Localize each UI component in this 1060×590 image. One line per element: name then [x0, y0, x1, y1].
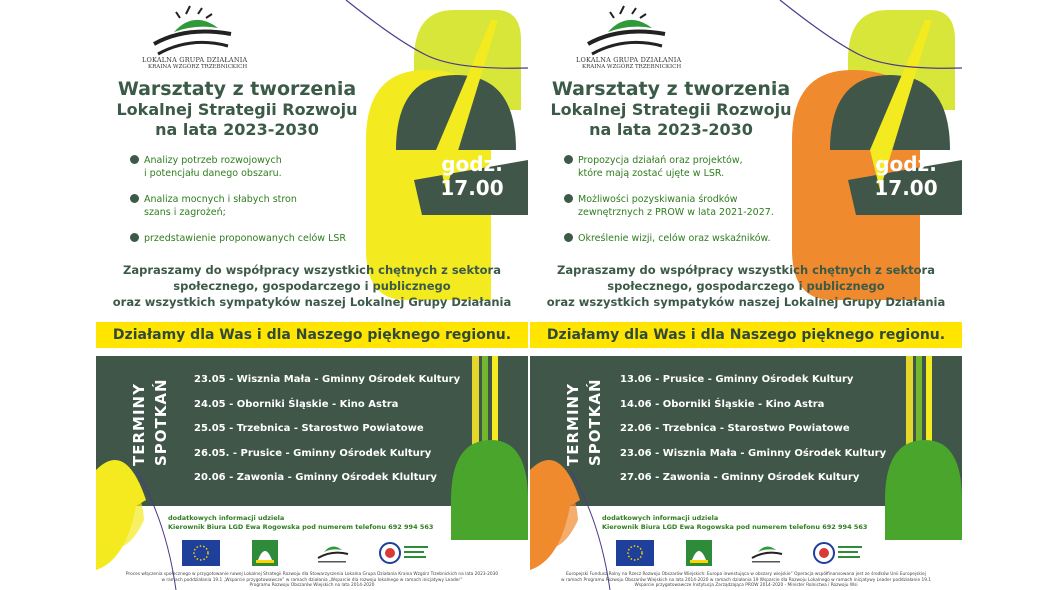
bullet-item: Określenie wizji, celów oraz wskaźników. [564, 232, 824, 245]
meeting-list [194, 372, 460, 495]
bullet-dot-icon [130, 155, 139, 164]
poster-title [102, 78, 372, 140]
eu-flag-icon [616, 540, 654, 566]
meeting-item: 23.06 - Wisznia Mała - Gminny Ośrodek Kultury [620, 447, 887, 459]
bullet-dot-icon [564, 194, 573, 203]
bullet-item: Propozycja działań oraz projektów, które mają zostać ujęte w LSR. [564, 154, 824, 180]
funding-logos [182, 540, 442, 568]
leader-logo-icon [252, 540, 278, 566]
logo-line-2: KRAINA WZGÓRZ TRZEBNICKICH [148, 64, 248, 70]
meeting-item: 27.06 - Zawonia - Gminny Ośrodek Kultury [620, 472, 860, 483]
title-line-3: na lata 2023-2030 [589, 120, 753, 139]
bullet-item: Możliwości pozyskiwania środków zewnętrznych z PROW w lata 2021-2027. [564, 193, 824, 219]
bullet-item: Analizy potrzeb rozwojowych i potencjału danego obszaru. [130, 154, 390, 180]
lgd-small-logo-icon [746, 540, 786, 566]
time-label: godz. 17.00 [440, 152, 504, 200]
contact-info: dodatkowych informacji udziela Kierownik Biura LGD Ewa Rogowska pod numerem telefonu 692 994 563 [168, 514, 434, 531]
slogan-banner: Działamy dla Was i dla Naszego pięknego regionu. [530, 322, 962, 348]
bullet-item: przedstawienie proponowanych celów LSR [130, 232, 390, 245]
meetings-heading: TERMINY SPOTKAŃ [564, 378, 604, 466]
meeting-list [620, 372, 886, 495]
footer-text: Europejski Fundusz Rolny na Rzecz Rozwoju Obszarów Wiejskich: Europa inwestująca w obszary wiejskie” Operacja współfinansowana jest ze środków Unii Europejskiej w ramach Programu Rozwoju Obszarów Wiejskich na lata 2014-2020 w ramach działania 19 Wsparcie dla Rozwoju Lokalnego w ramach inicjatywy Leader poddziałanie 19.1 Wsparcie przygotowawcze Instytucja Zarządzająca PROW 2014-2020 - Minister Rolnictwa i Rozwoju Wsi [560, 572, 932, 588]
title-line-2: Lokalnej Strategii Rozwoju [116, 100, 358, 119]
funding-logos [616, 540, 876, 568]
poster-2 [530, 0, 962, 590]
bullet-dot-icon [130, 194, 139, 203]
poster-1 [96, 0, 528, 590]
title-line-1: Warsztaty z tworzenia [551, 78, 791, 100]
footer-text: Proces włączenia społecznego w przygotowanie nowej Lokalnej Strategii Rozwoju dla Stowarzyszenia Lokalna Grupa Działania Kraina Wzgórz Trzebnickich na lata 2023-2030 w ramach poddziałania 19.1 „Wsparcie przygotowawcze” w ramach działania „Wsparcie dla rozwoju lokalnego w ramach inicjatywy Leader” Programu Rozwoju Obszarów Wiejskich na lata 2014-2020 [125, 572, 499, 588]
prow-logo-icon [812, 540, 866, 566]
bullet-dot-icon [564, 233, 573, 242]
logo-line-1: LOKALNA GRUPA DZIAŁANIA [576, 56, 682, 64]
meeting-item: 13.06 - Prusice - Gminny Ośrodek Kultury [620, 374, 854, 385]
meeting-item: 24.05 - Oborniki Śląskie - Kino Astra [194, 398, 399, 410]
invitation-text: Zapraszamy do współpracy wszystkich chętnych z sektora społecznego, gospodarczego i publicznego oraz wszystkich sympatyków naszej Lokalnej Grupy Działania [112, 263, 512, 309]
poster-title [536, 78, 806, 140]
title-line-2: Lokalnej Strategii Rozwoju [550, 100, 792, 119]
meeting-item: 20.06 - Zawonia - Gminny Ośrodek Klultury [194, 472, 437, 483]
logo-line-1: LOKALNA GRUPA DZIAŁANIA [142, 56, 248, 64]
meetings-heading: TERMINY SPOTKAŃ [130, 378, 170, 466]
lgd-small-logo-icon [312, 540, 352, 566]
bullet-dot-icon [130, 233, 139, 242]
logo-line-2: KRAINA WZGÓRZ TRZEBNICKICH [582, 64, 682, 70]
bullet-list [130, 154, 390, 258]
meeting-item: 26.05. - Prusice - Gminny Ośrodek Kultury [194, 447, 432, 459]
bullet-list [564, 154, 824, 258]
prow-logo-icon [378, 540, 432, 566]
bullet-item: Analiza mocnych i słabych stron szans i zagrożeń; [130, 193, 390, 219]
meeting-item: 22.06 - Trzebnica - Starostwo Powiatowe [620, 423, 850, 434]
leader-logo-icon [686, 540, 712, 566]
meeting-item: 23.05 - Wisznia Mała - Gminny Ośrodek Kultury [194, 374, 461, 385]
eu-flag-icon [182, 540, 220, 566]
title-line-3: na lata 2023-2030 [155, 120, 319, 139]
invitation-text: Zapraszamy do współpracy wszystkich chętnych z sektora społecznego, gospodarczego i publicznego oraz wszystkich sympatyków naszej Lokalnej Grupy Działania [546, 263, 946, 309]
title-line-1: Warsztaty z tworzenia [117, 78, 357, 100]
meeting-item: 25.05 - Trzebnica - Starostwo Powiatowe [194, 423, 424, 434]
slogan-banner: Działamy dla Was i dla Naszego pięknego regionu. [96, 322, 528, 348]
bullet-dot-icon [564, 155, 573, 164]
meeting-item: 14.06 - Oborniki Śląskie - Kino Astra [620, 398, 825, 410]
contact-info: dodatkowych informacji udziela Kierownik Biura LGD Ewa Rogowska pod numerem telefonu 692 994 563 [602, 514, 868, 531]
time-label: godz. 17.00 [874, 152, 938, 200]
